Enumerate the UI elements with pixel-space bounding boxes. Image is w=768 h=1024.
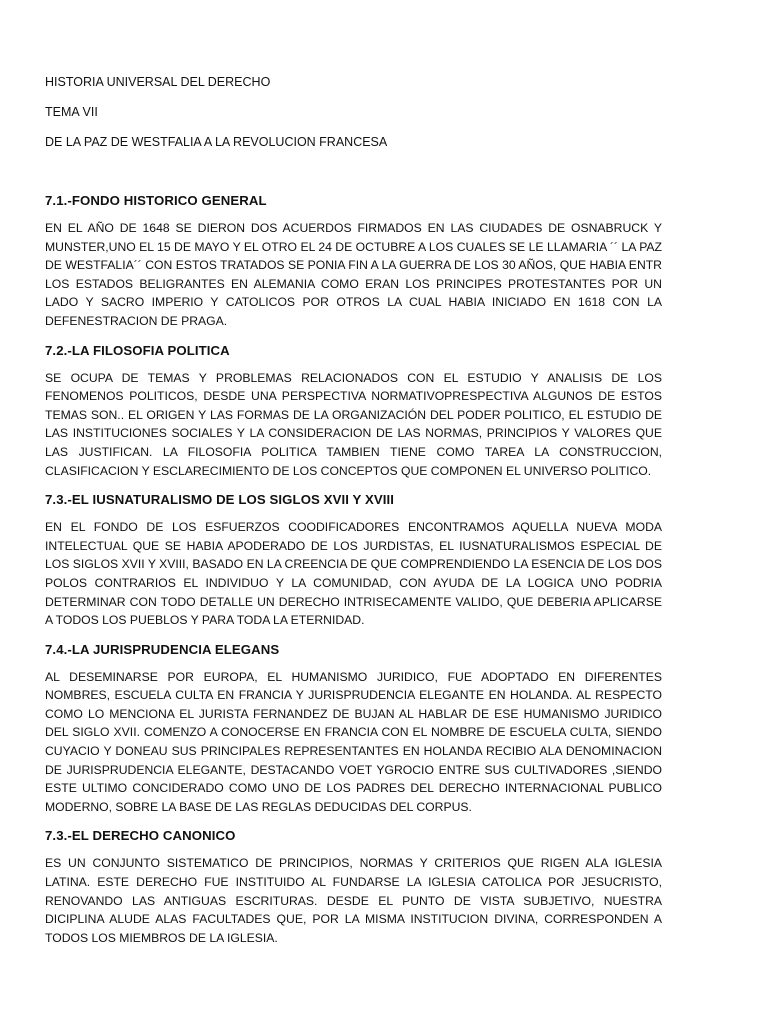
section-heading: 7.1.-FONDO HISTORICO GENERAL	[45, 193, 267, 208]
course-title: HISTORIA UNIVERSAL DEL DERECHO	[45, 75, 271, 89]
topic-number: TEMA VII	[45, 105, 98, 119]
section-heading: 7.3.-EL DERECHO CANONICO	[45, 828, 236, 844]
section-filosofia-politica	[45, 342, 662, 481]
section-heading: 7.3.-EL IUSNATURALISMO DE LOS SIGLOS XVII Y XVIII	[45, 492, 395, 508]
section-body: EN EL FONDO DE LOS ESFUERZOS COODIFICADORES ENCONTRAMOS AQUELLA NUEVA MODA INTELECTUAL QUE SE HABIA APODERADO DE LOS JURDISTAS, EL IUSNATURALISMOS ESPECIAL DE LOS SIGLOS XVII Y XVIII, BASADO EN LA CREENCIA DE QUE COMPRENDIENDO LA ESENCIA DE LOS DOS POLOS CONTRARIOS EL INDIVIDUO Y LA COMUNIDAD, CON AYUDA DE LA LOGICA UNO PODRIA DETERMINAR CON TODO DETALLE UN DERECHO INTRISECAMENTE VALIDO, QUE DEBERIA APLICARSE A TODOS LOS PUEBLOS Y PARA TODA LA ETERNIDAD.	[45, 520, 662, 628]
document-content	[45, 74, 662, 958]
topic-title: DE LA PAZ DE WESTFALIA A LA REVOLUCION FRANCESA	[45, 135, 388, 149]
section-body: SE OCUPA DE TEMAS Y PROBLEMAS RELACIONADOS CON EL ESTUDIO Y ANALISIS DE LOS FENOMENOS POLITICOS, DESDE UNA PERSPECTIVA NORMATIVOPRESPECTIVA ALGUNOS DE ESTOS TEMAS SON.. EL ORIGEN Y LAS FORMAS DE LA ORGANIZACIÓN DEL PODER POLITICO, EL ESTUDIO DE LAS INSTITUCIONES SOCIALES Y LA CONSIDERACION DE LAS NORMAS, PRINCIPIOS Y VALORES QUE LAS JUSTIFICAN. LA FILOSOFIA POLITICA TAMBIEN TIENE COMO TAREA LA CONSTRUCCION, CLASIFICACION Y ESCLARECIMIENTO DE LOS CONCEPTOS QUE COMPONEN EL UNIVERSO POLITICO.	[45, 370, 662, 478]
section-body: AL DESEMINARSE POR EUROPA, EL HUMANISMO JURIDICO, FUE ADOPTADO EN DIFERENTES NOMBRES, ESCUELA CULTA EN FRANCIA Y JURISPRUDENCIA ELEGANTE EN HOLANDA. AL RESPECTO COMO LO MENCIONA EL JURISTA FERNANDEZ DE BUJAN AL HABLAR DE ESE HUMANISMO JURIDICO DEL SIGLO XVII. COMENZO A CONOCERSE EN FRANCIA CON EL NOMBRE DE ESCUELA CULTA, SIENDO CUYACIO Y DONEAU SUS PRINCIPALES REPRESENTANTES EN HOLANDA RECIBIO ALA DENOMINACION DE JURISPRUDENCIA ELEGANTE, DESTACANDO VOET YGROCIO ENTRE SUS CULTIVADORES ,SIENDO ESTE ULTIMO CONCIDERADO COMO UNO DE LOS PADRES DEL DERECHO INTERNACIONAL PUBLICO MODERNO, SOBRE LA BASE DE LAS REGLAS DEDUCIDAS DEL CORPUS.	[45, 669, 662, 814]
section-heading: 7.4.-LA JURISPRUDENCIA ELEGANS	[45, 641, 280, 657]
section-heading: 7.2.-LA FILOSOFIA POLITICA	[45, 342, 230, 358]
section-body: ES UN CONJUNTO SISTEMATICO DE PRINCIPIOS, NORMAS Y CRITERIOS QUE RIGEN ALA IGLESIA LATINA. ESTE DERECHO FUE INSTITUIDO AL FUNDARSE LA IGLESIA CATOLICA POR JESUCRISTO, RENOVANDO LAS ANTIGUAS ESCRITURAS. DESDE EL PUNTO DE VISTA SUBJETIVO, NUESTRA DICIPLINA ALUDE ALAS FACULTADES QUE, POR LA MISMA INSTITUCION DIVINA, CORRESPONDEN A TODOS LOS MIEMBROS DE LA IGLESIA.	[45, 856, 662, 945]
section-jurisprudencia-elegans	[45, 641, 662, 817]
section-derecho-canonico	[45, 827, 662, 947]
section-iusnaturalismo	[45, 491, 662, 630]
section-fondo-historico	[45, 192, 662, 331]
section-body: EN EL AÑO DE 1648 SE DIERON DOS ACUERDOS FIRMADOS EN LAS CIUDADES DE OSNABRUCK Y MUNSTER,UNO EL 15 DE MAYO Y EL OTRO EL 24 DE OCTUBRE A LOS CUALES SE LE LLAMARIA ´´ LA PAZ DE WESTFALIA´´ CON ESTOS TRATADOS SE PONIA FIN A LA GUERRA DE LOS 30 AÑOS, QUE HABIA ENTR LOS ESTADOS BELIGRANTES EN ALEMANIA COMO ERAN LOS PRINCIPES PROTESTANTES POR UN LADO Y SACRO IMPERIO Y CATOLICOS POR OTROS LA CUAL HABIA INICIADO EN 1618 CON LA DEFENESTRACION DE PRAGA.	[45, 221, 662, 328]
